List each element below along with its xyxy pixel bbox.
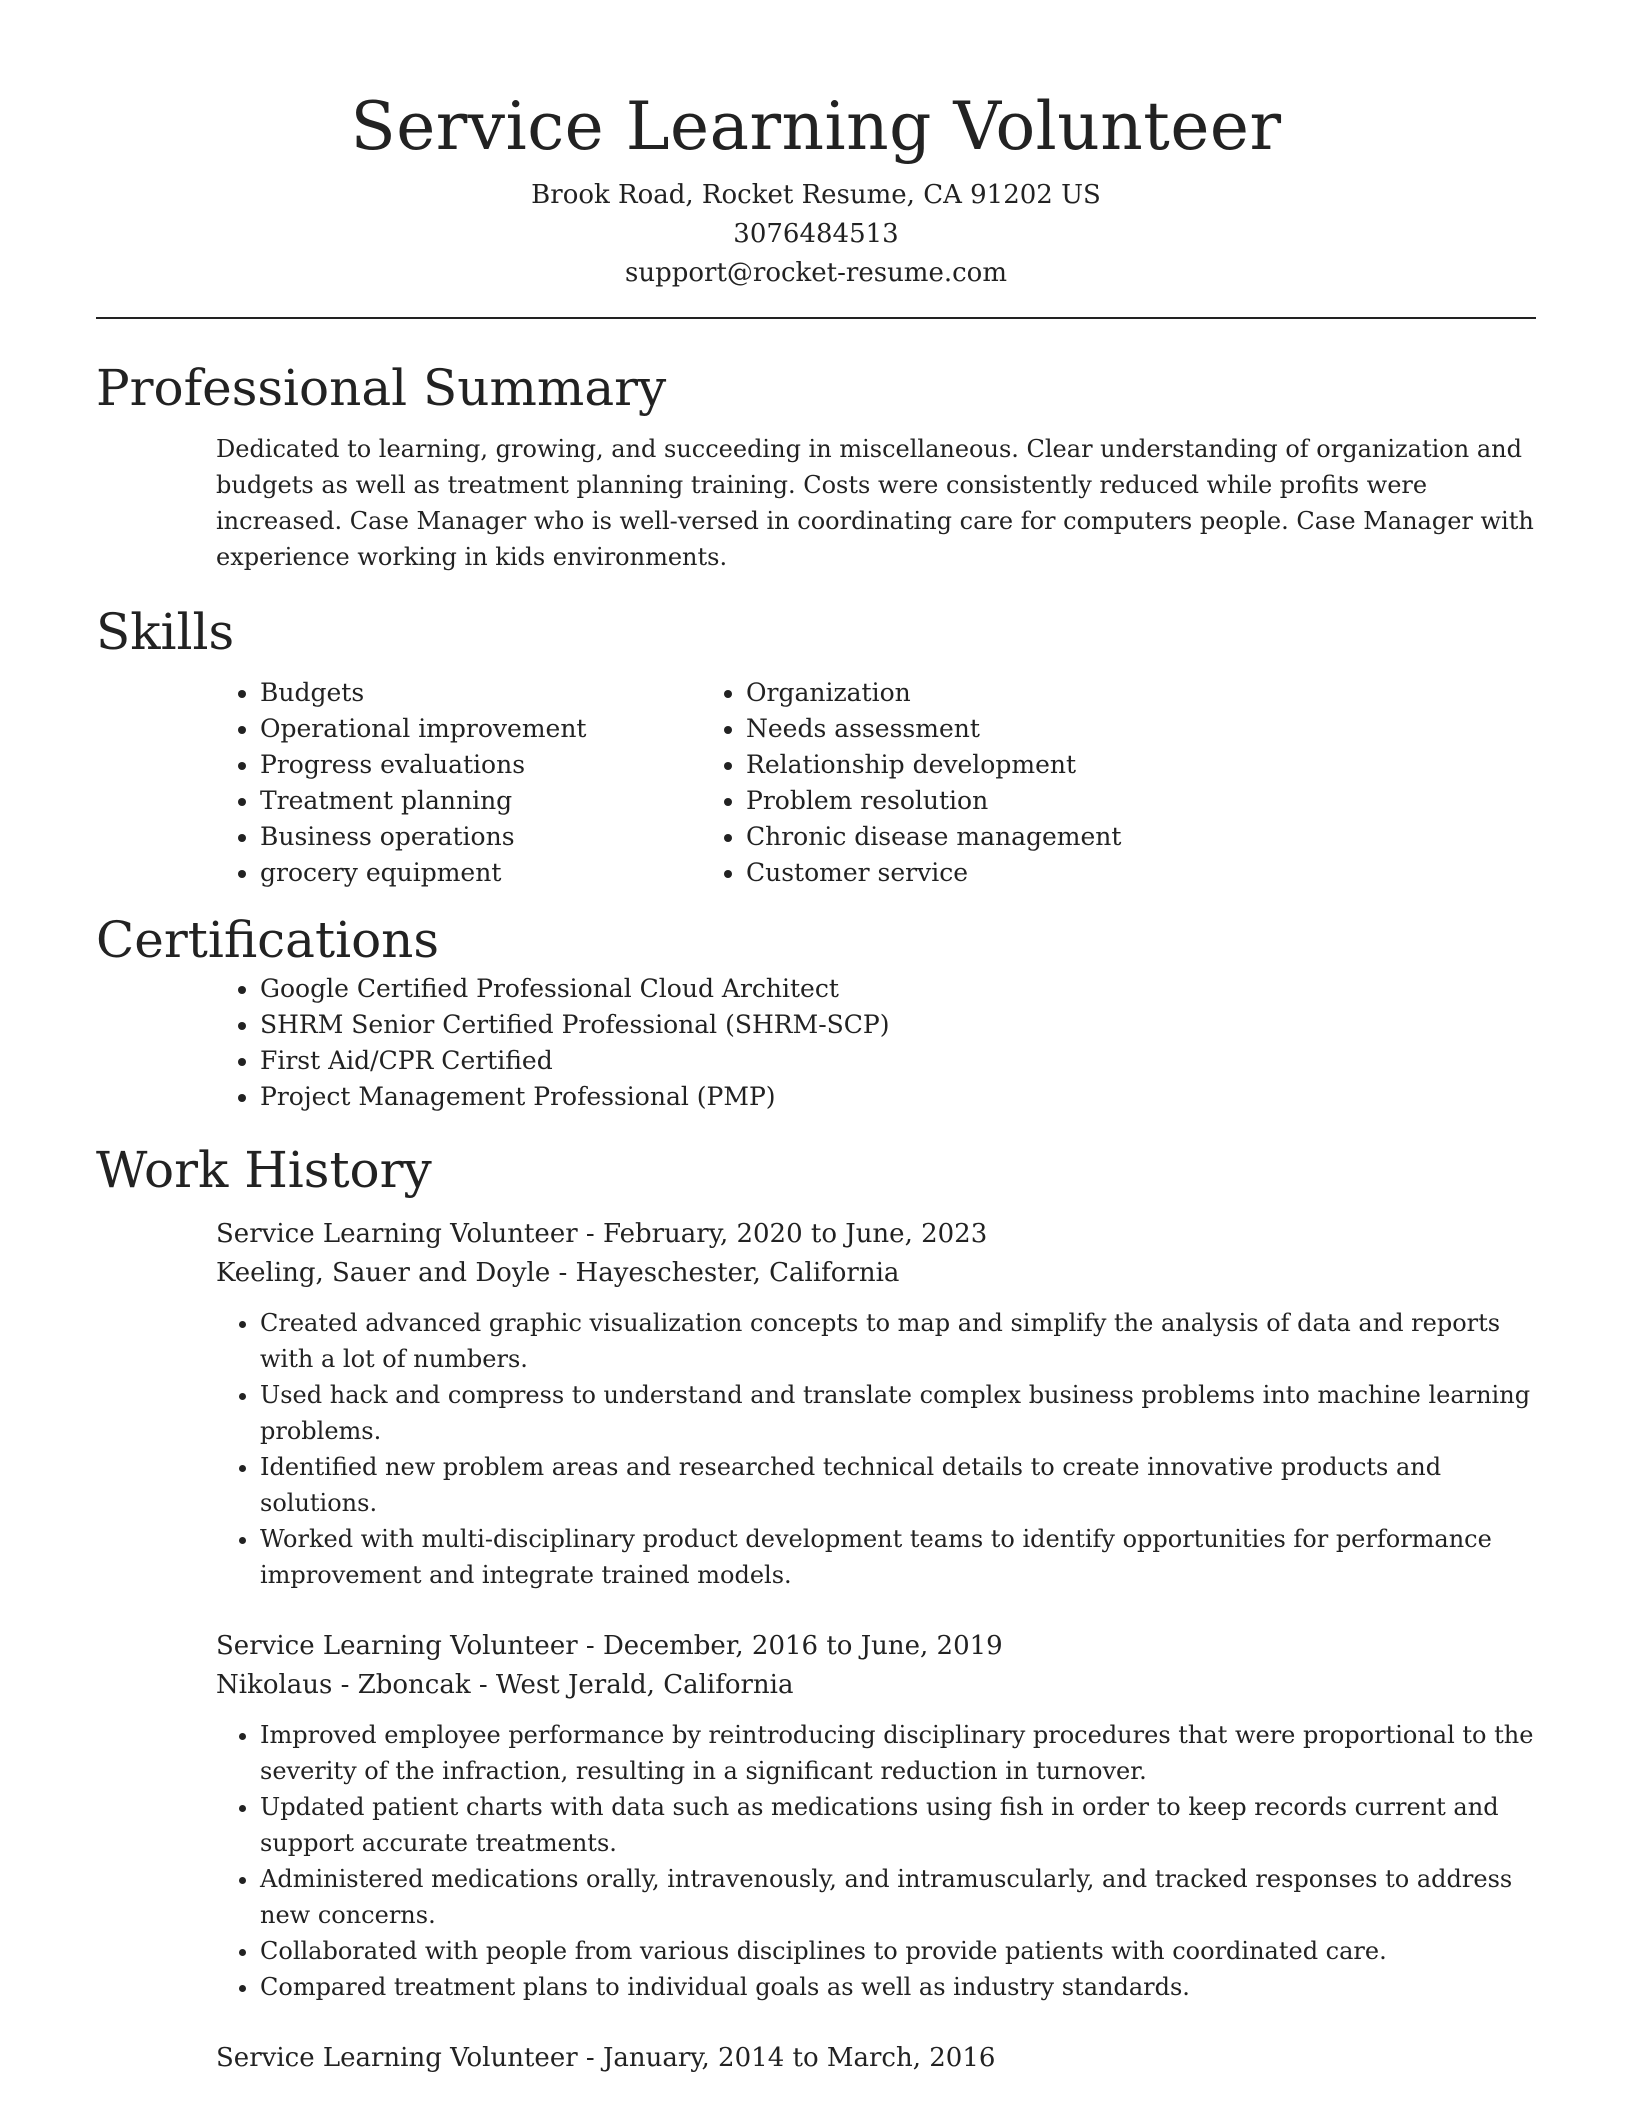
job-bullet: • Compared treatment plans to individual goals as well as industry standards. <box>260 1969 1536 2005</box>
certification-item: • Google Certified Professional Cloud Architect <box>260 971 1536 1007</box>
job-title-line: Service Learning Volunteer - January, 2014 to March, 2016 <box>216 2043 996 2073</box>
skill-item: • Needs assessment <box>746 711 1396 747</box>
skills-section <box>96 601 1536 891</box>
skills-list-right <box>746 675 1396 891</box>
skill-item: • Customer service <box>746 855 1396 891</box>
header-divider <box>96 317 1536 319</box>
email: support@rocket-resume.com <box>624 258 1007 288</box>
candidate-name: Service Learning Volunteer <box>350 88 1282 165</box>
certifications-list <box>96 971 1536 1115</box>
skill-item: • Progress evaluations <box>260 747 746 783</box>
summary-title: Professional Summary <box>96 359 667 417</box>
skill-item: • grocery equipment <box>260 855 746 891</box>
job-company-line: Keeling, Sauer and Doyle - Hayeschester, California <box>216 1258 900 1288</box>
job-bullet: • Worked with multi-disciplinary product development teams to identify opportunities for performance improvement and integrate trained models. <box>260 1521 1536 1593</box>
job-bullet: • Collaborated with people from various disciplines to provide patients with coordinated care. <box>260 1933 1536 1969</box>
skill-item: • Treatment planning <box>260 783 746 819</box>
job-title-line: Service Learning Volunteer - December, 2016 to June, 2019 <box>216 1631 1003 1661</box>
job-company-line: Nikolaus - Zboncak - West Jerald, California <box>216 1670 794 1700</box>
summary-section <box>96 357 1536 575</box>
contact-info <box>96 176 1536 293</box>
certification-item: • Project Management Professional (PMP) <box>260 1079 1536 1115</box>
job-bullet: • Identified new problem areas and researched technical details to create innovative products and solutions. <box>260 1449 1536 1521</box>
skill-item: • Business operations <box>260 819 746 855</box>
certifications-title: Certifications <box>96 911 440 969</box>
skills-column-left <box>96 675 746 891</box>
job-bullet: • Used hack and compress to understand and translate complex business problems into machine learning problems. <box>260 1377 1536 1449</box>
job-bullet: • Updated patient charts with data such as medications using fish in order to keep records current and support accurate treatments. <box>260 1789 1536 1861</box>
job-bullets <box>216 1717 1536 2005</box>
skills-title: Skills <box>96 603 235 661</box>
address: Brook Road, Rocket Resume, CA 91202 US <box>531 180 1101 210</box>
certification-item: • SHRM Senior Certified Professional (SHRM-SCP) <box>260 1007 1536 1043</box>
job-entry <box>216 2039 1536 2078</box>
job-title-line: Service Learning Volunteer - February, 2020 to June, 2023 <box>216 1219 988 1249</box>
skills-column-right <box>746 675 1396 891</box>
skill-item: • Relationship development <box>746 747 1396 783</box>
summary-text: Dedicated to learning, growing, and succeeding in miscellaneous. Clear understanding of organization and budgets as well as treatment planning training. Costs were consistently reduced while profits were increased. Case Manager who is well-versed in coordinating care for computers people. Case Manager with experience working in kids environments. <box>216 435 1534 571</box>
job-bullet: • Created advanced graphic visualization concepts to map and simplify the analysis of data and reports with a lot of numbers. <box>260 1305 1536 1377</box>
resume-header <box>96 0 1536 293</box>
work-history-section <box>96 1139 1536 2078</box>
job-entry <box>216 1215 1536 1593</box>
skills-list-left <box>96 675 746 891</box>
job-bullet: • Administered medications orally, intravenously, and intramuscularly, and tracked responses to address new concerns. <box>260 1861 1536 1933</box>
job-entry <box>216 1627 1536 2005</box>
skill-item: • Problem resolution <box>746 783 1396 819</box>
job-bullets <box>216 1305 1536 1593</box>
job-bullet: • Improved employee performance by reintroducing disciplinary procedures that were proportional to the severity of the infraction, resulting in a significant reduction in turnover. <box>260 1717 1536 1789</box>
phone: 3076484513 <box>733 219 899 249</box>
skill-item: • Budgets <box>260 675 746 711</box>
skill-item: • Operational improvement <box>260 711 746 747</box>
skills-grid <box>96 675 1536 891</box>
skill-item: • Organization <box>746 675 1396 711</box>
work-history-title: Work History <box>96 1141 432 1199</box>
resume-page <box>96 0 1536 2078</box>
certifications-section <box>96 909 1536 1115</box>
certification-item: • First Aid/CPR Certified <box>260 1043 1536 1079</box>
skill-item: • Chronic disease management <box>746 819 1396 855</box>
